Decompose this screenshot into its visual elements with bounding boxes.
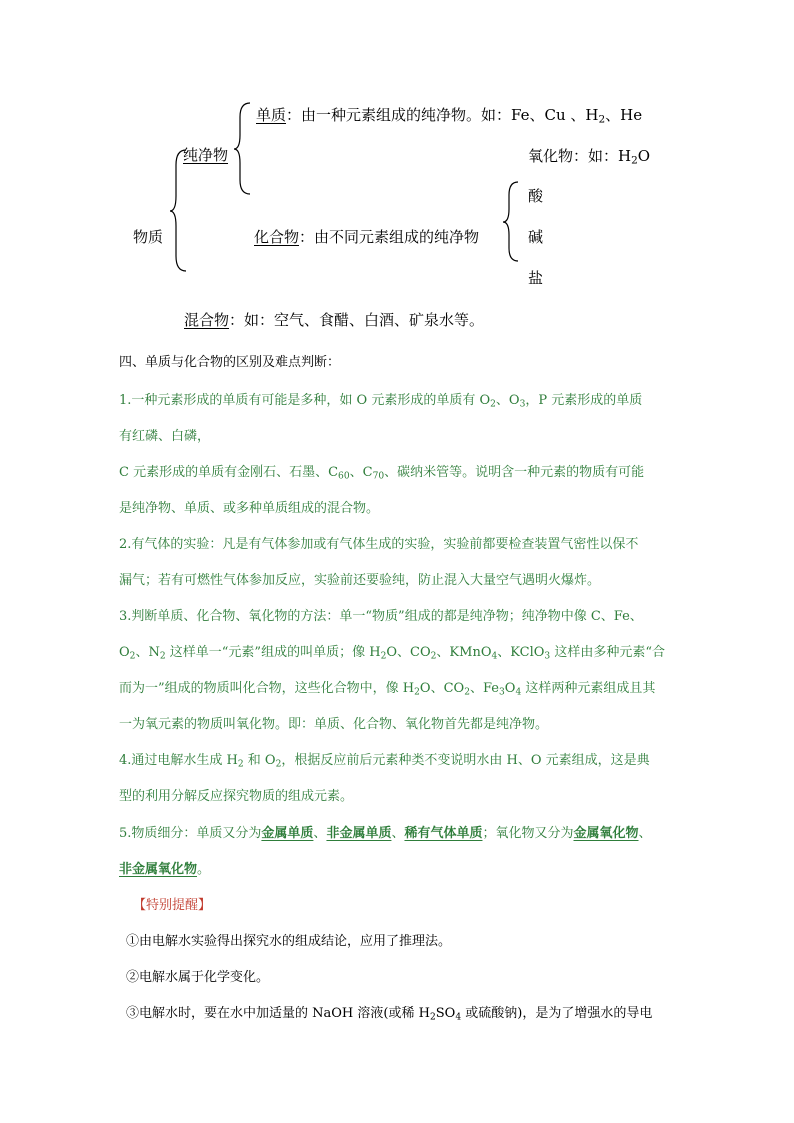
term-metal-element: 金属单质 (261, 826, 314, 841)
p1-line4: 是纯净物、单质、或多种单质组成的混合物。 (119, 501, 380, 516)
p1-line1: 1.一种元素形成的单质有可能是多种，如 O 元素形成的单质有 $O_2$、$O_3$，P 元素形成的单质 (119, 393, 643, 410)
term-metal-oxide: 金属氧化物 (573, 826, 639, 841)
element-def: ：由一种元素组成的纯净物。如：Fe、Cu 、H (286, 106, 599, 124)
mixture-term: 混合物 (184, 311, 230, 329)
p1-line3: C 元素形成的单质有金刚石、石墨、$C_{60}$、$C_{70}$、碳纳米管等。说明含一种元素的物质有可能 (119, 465, 645, 482)
p2-line1: 2.有气体的实验：凡是有气体参加或有气体生成的实验，实验前都要检查装置气密性以保不 (119, 537, 639, 552)
compound-def: ：由不同元素组成的纯净物 (299, 228, 480, 246)
p5-line1: 5.物质细分：单质又分为金属单质、非金属单质、稀有气体单质；氧化物又分为金属氧化物、 (119, 826, 652, 841)
pure-substance-label: 纯净物 (183, 146, 229, 164)
acid-label: 酸 (528, 187, 544, 205)
term-noble-gas-element: 稀有气体单质 (404, 826, 483, 841)
oxide-row (528, 145, 650, 166)
oxide-label: 氧化物：如：H (528, 147, 632, 165)
compound-term: 化合物 (254, 228, 300, 246)
p4-line2: 型的利用分解反应探究物质的组成元素。 (119, 789, 354, 804)
oxide-tail: O (637, 147, 651, 165)
section-heading: 四、单质与化合物的区别及难点判断： (119, 355, 341, 370)
reminder-item-3: ③电解水时，要在水中加适量的 NaOH 溶液(或稀 $H_2SO_4$ 或硫酸钠)，是为了增强水的导电 (126, 1006, 653, 1023)
term-nonmetal-oxide: 非金属氧化物 (119, 862, 198, 877)
element-term: 单质 (256, 106, 287, 124)
p3-line4: 一为氧元素的物质叫氧化物。即：单质、化合物、氧化物首先都是纯净物。 (119, 717, 549, 732)
p3-line3: 而为一”组成的物质叫化合物，这些化合物中，像 $H_2O$、$CO_2$、$Fe_3O_4$ 这样两种元素组成且其 (119, 681, 656, 698)
reminder-item-1: ①由电解水实验得出探究水的组成结论，应用了推理法。 (126, 934, 452, 949)
p3-line2: $O_2$、$N_2$ 这样单一“元素”组成的叫单质；像 $H_2O$、$CO_2$、KMnO$_4$、KClO$_3$ 这样由多种元素“合 (119, 645, 665, 662)
base-label: 碱 (528, 228, 544, 246)
p1-line2: 有红磷、白磷， (119, 429, 211, 444)
root-label: 物质 (133, 228, 164, 246)
p2-line2: 漏气；若有可燃性气体参加反应，实验前还要验纯，防止混入大量空气遇明火爆炸。 (119, 573, 601, 588)
mixture-row (184, 309, 484, 330)
element-tail: 、He (605, 106, 643, 124)
oxide-sub: 2 (631, 154, 638, 167)
salt-label: 盐 (528, 269, 544, 287)
p5-line2: 非金属氧化物。 (119, 862, 211, 877)
mixture-def: ：如：空气、食醋、白酒、矿泉水等。 (229, 311, 485, 329)
compound-row (254, 226, 479, 247)
p3-line1: 3.判断单质、化合物、氧化物的方法：单一“物质”组成的都是纯净物；纯净物中像 C、Fe、 (119, 609, 643, 624)
reminder-item-2: ②电解水属于化学变化。 (126, 970, 270, 985)
reminder-title: 【特别提醒】 (133, 898, 212, 913)
term-nonmetal-element: 非金属单质 (326, 826, 392, 841)
p4-line1: 4.通过电解水生成 $H_2$ 和 $O_2$，根据反应前后元素种类不变说明水由 H、O 元素组成，这是典 (119, 753, 650, 770)
element-sub: 2 (598, 113, 606, 126)
element-row (256, 104, 642, 125)
